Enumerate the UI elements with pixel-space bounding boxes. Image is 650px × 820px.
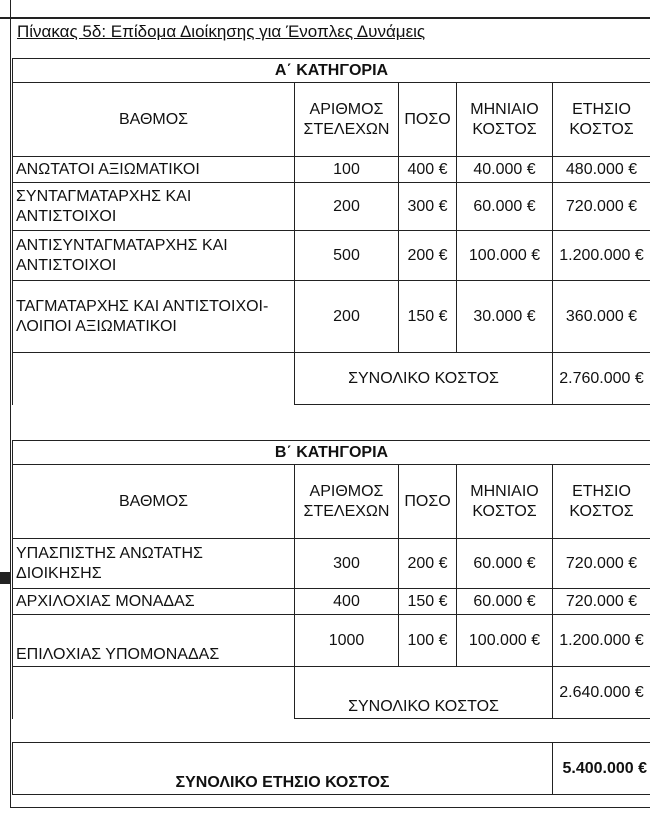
annual-cell: 720.000 €: [553, 183, 650, 231]
count-cell: 400: [295, 589, 399, 615]
total-row: [13, 667, 650, 719]
rank-cell: ΑΡΧΙΛΟΧΙΑΣ ΜΟΝΑΔΑΣ: [13, 589, 295, 615]
header-annual: ΕΤΗΣΙΟ ΚΟΣΤΟΣ: [553, 465, 650, 539]
rank-cell: ΣΥΝΤΑΓΜΑΤΑΡΧΗΣ ΚΑΙ ΑΝΤΙΣΤΟΙΧΟΙ: [13, 183, 295, 231]
amount-cell: 150 €: [399, 281, 457, 353]
annual-cell: 720.000 €: [553, 589, 650, 615]
count-cell: 100: [295, 157, 399, 183]
header-count: ΑΡΙΘΜΟΣ ΣΤΕΛΕΧΩΝ: [295, 83, 399, 157]
annual-cell: 480.000 €: [553, 157, 650, 183]
total-row: [13, 353, 650, 405]
count-cell: 300: [295, 539, 399, 589]
rank-cell: ΕΠΙΛΟΧΙΑΣ ΥΠΟΜΟΝΑΔΑΣ: [13, 615, 295, 667]
table-row: [13, 157, 650, 183]
table-row: [13, 589, 650, 615]
monthly-cell: 60.000 €: [457, 589, 553, 615]
rank-cell: ΑΝΤΙΣΥΝΤΑΓΜΑΤΑΡΧΗΣ ΚΑΙ ΑΝΤΙΣΤΟΙΧΟΙ: [13, 231, 295, 281]
table-row: [13, 539, 650, 589]
annual-cell: 720.000 €: [553, 539, 650, 589]
header-amount: ΠΟΣΟ: [399, 465, 457, 539]
category-a-table: [12, 58, 650, 405]
table-row: [13, 231, 650, 281]
rank-cell: ΑΝΩΤΑΤΟΙ ΑΞΙΩΜΑΤΙΚΟΙ: [13, 157, 295, 183]
amount-cell: 200 €: [399, 231, 457, 281]
rank-cell: ΥΠΑΣΠΙΣΤΗΣ ΑΝΩΤΑΤΗΣ ΔΙΟΙΚΗΣΗΣ: [13, 539, 295, 589]
amount-cell: 100 €: [399, 615, 457, 667]
count-cell: 200: [295, 281, 399, 353]
annual-cell: 1.200.000 €: [553, 615, 650, 667]
category-a-title: Α΄ ΚΑΤΗΓΟΡΙΑ: [13, 59, 650, 83]
category-a-total-value: 2.760.000 €: [553, 353, 650, 405]
header-rank: ΒΑΘΜΟΣ: [13, 465, 295, 539]
monthly-cell: 30.000 €: [457, 281, 553, 353]
annual-cell: 360.000 €: [553, 281, 650, 353]
amount-cell: 150 €: [399, 589, 457, 615]
table-title: Πίνακας 5δ: Επίδομα Διοίκησης για Ένοπλες Δυνάμεις: [17, 22, 426, 41]
empty-cell: [13, 667, 295, 719]
monthly-cell: 100.000 €: [457, 615, 553, 667]
empty-cell: [13, 353, 295, 405]
header-monthly: ΜΗΝΙΑΙΟ ΚΟΣΤΟΣ: [457, 83, 553, 157]
amount-cell: 200 €: [399, 539, 457, 589]
table-row: [13, 615, 650, 667]
category-b-total-label: ΣΥΝΟΛΙΚΟ ΚΟΣΤΟΣ: [295, 667, 553, 719]
header-annual: ΕΤΗΣΙΟ ΚΟΣΤΟΣ: [553, 83, 650, 157]
header-count: ΑΡΙΘΜΟΣ ΣΤΕΛΕΧΩΝ: [295, 465, 399, 539]
monthly-cell: 100.000 €: [457, 231, 553, 281]
monthly-cell: 60.000 €: [457, 539, 553, 589]
monthly-cell: 60.000 €: [457, 183, 553, 231]
rank-cell: ΤΑΓΜΑΤΑΡΧΗΣ ΚΑΙ ΑΝΤΙΣΤΟΙΧΟΙ-ΛΟΙΠΟΙ ΑΞΙΩΜΑΤΙΚΟΙ: [13, 281, 295, 353]
count-cell: 500: [295, 231, 399, 281]
category-b-title: Β΄ ΚΑΤΗΓΟΡΙΑ: [13, 441, 650, 465]
grand-total-label: ΣΥΝΟΛΙΚΟ ΕΤΗΣΙΟ ΚΟΣΤΟΣ: [13, 743, 553, 795]
amount-cell: 300 €: [399, 183, 457, 231]
annual-cell: 1.200.000 €: [553, 231, 650, 281]
count-cell: 1000: [295, 615, 399, 667]
header-monthly: ΜΗΝΙΑΙΟ ΚΟΣΤΟΣ: [457, 465, 553, 539]
header-amount: ΠΟΣΟ: [399, 83, 457, 157]
grand-total-table: [12, 742, 650, 795]
monthly-cell: 40.000 €: [457, 157, 553, 183]
grand-total-value: 5.400.000 €: [553, 743, 650, 795]
category-b-total-value: 2.640.000 €: [553, 667, 650, 719]
amount-cell: 400 €: [399, 157, 457, 183]
category-b-table: [12, 440, 650, 719]
margin-marker: [0, 572, 10, 584]
table-row: [13, 183, 650, 231]
count-cell: 200: [295, 183, 399, 231]
category-a-total-label: ΣΥΝΟΛΙΚΟ ΚΟΣΤΟΣ: [295, 353, 553, 405]
header-rank: ΒΑΘΜΟΣ: [13, 83, 295, 157]
table-row: [13, 281, 650, 353]
